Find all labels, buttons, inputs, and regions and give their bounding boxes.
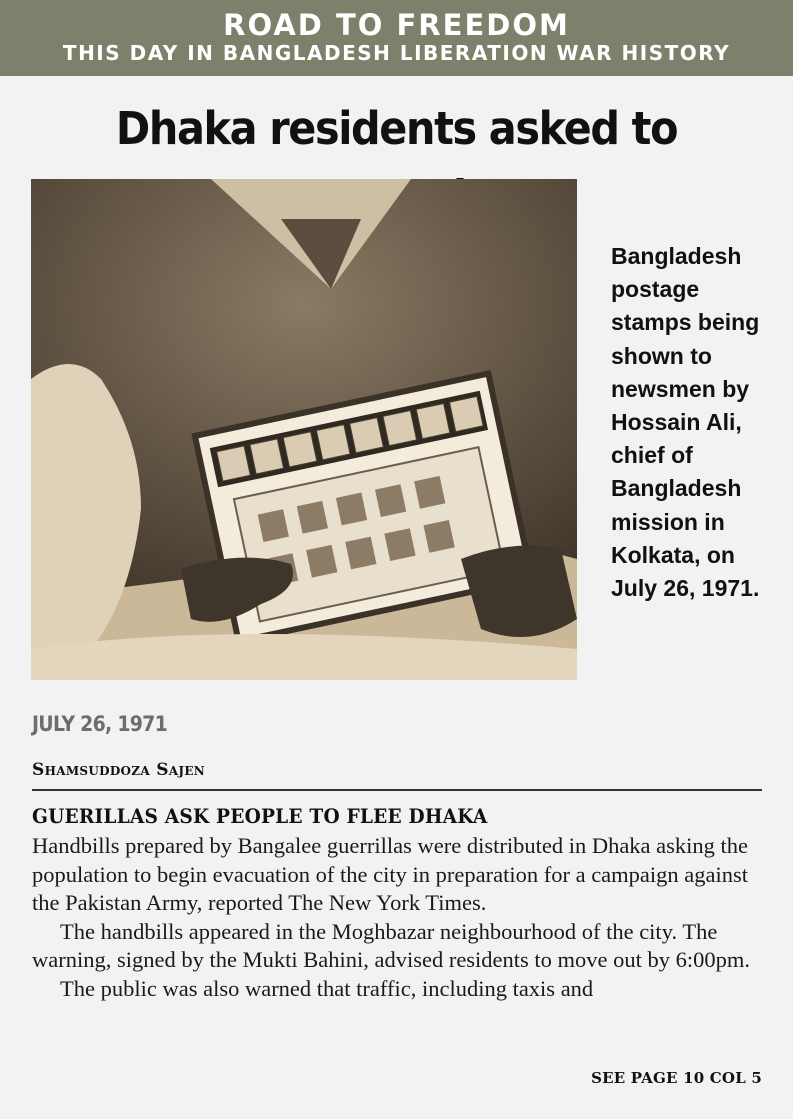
continued-on-page-link[interactable]: SEE PAGE 10 COL 5 — [591, 1069, 762, 1087]
article-body — [32, 832, 762, 1004]
stamps-photo-illustration — [31, 179, 577, 680]
banner-title: ROAD TO FREEDOM — [223, 8, 570, 42]
divider-rule — [32, 789, 762, 791]
photo-caption: Bangladesh postage stamps being shown to newsmen by Hossain Ali, chief of Bangladesh mission in Kolkata, on July 26, 1971. — [611, 243, 760, 602]
author-byline: Shamsuddoza Sajen — [32, 760, 206, 780]
article-paragraph: The public was also warned that traffic, including taxis and — [60, 975, 594, 1001]
article-date: JULY 26, 1971 — [32, 712, 168, 736]
news-photo — [31, 179, 577, 680]
banner-subtitle: THIS DAY IN BANGLADESH LIBERATION WAR HISTORY — [62, 41, 731, 65]
section-banner — [0, 0, 793, 76]
headline: Dhaka residents asked to — [115, 102, 678, 155]
article-subhead: GUERILLAS ASK PEOPLE TO FLEE DHAKA — [32, 804, 488, 828]
article-paragraph: The handbills appeared in the Moghbazar neighbourhood of the city. The warning, signed by the Mukti Bahini, advised residents to move out by 6:00pm. — [32, 918, 751, 973]
article-paragraph: Handbills prepared by Bangalee guerrillas were distributed in Dhaka asking the population to begin evacuation of the city in preparation for a campaign against the Pakistan Army, reported The New York Times. — [32, 833, 749, 916]
